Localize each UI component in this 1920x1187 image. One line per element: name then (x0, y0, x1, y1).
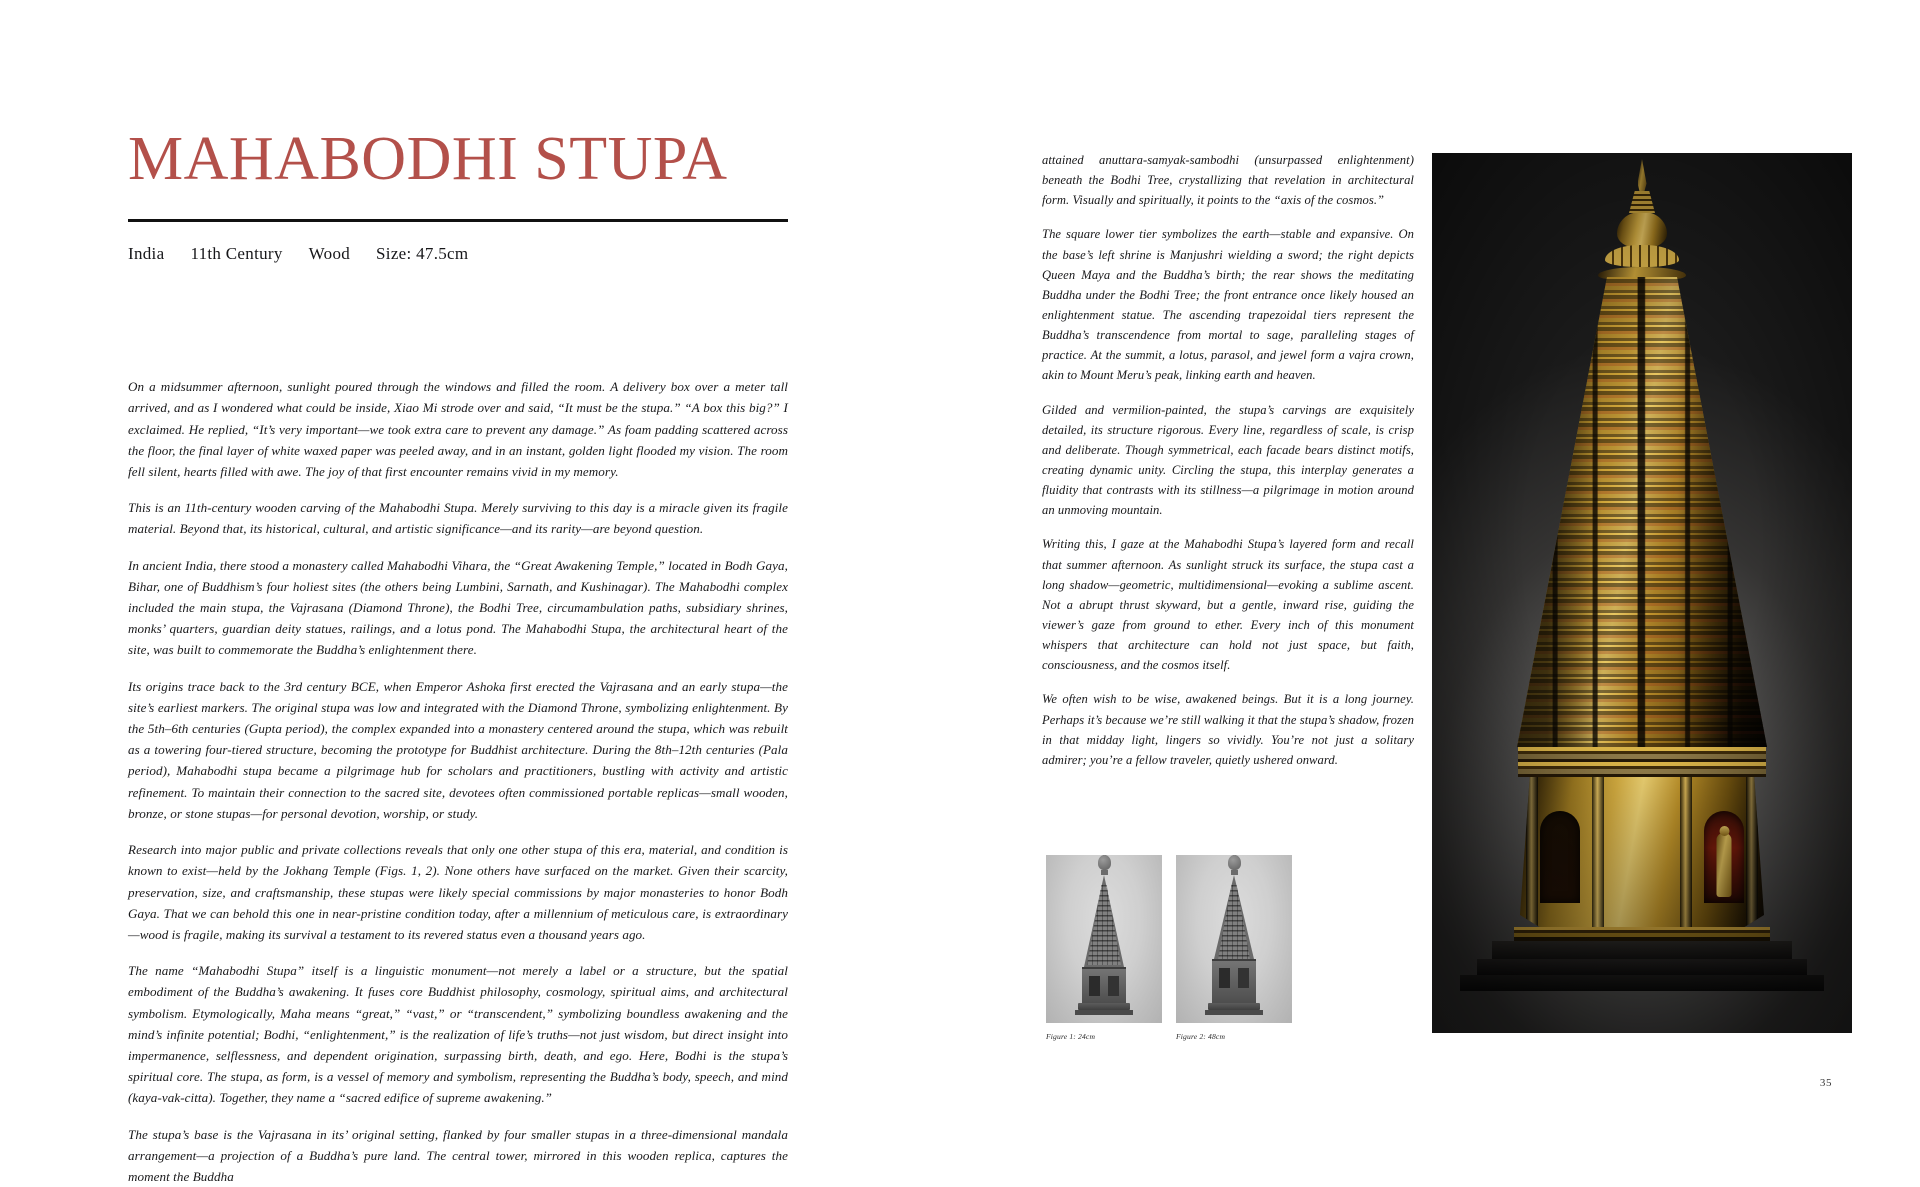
figure-2-image (1176, 855, 1292, 1023)
paragraph: Gilded and vermilion-painted, the stupa’s carvings are exquisitely detailed, its structure rigorous. Every line, regardless of scale, is crisp and deliberate. Though symmetrical, each facade bears distinct motifs, creating dynamic unity. Circling the stupa, this interplay generates a fluidity that contrasts with its stillness—a pilgrimage in motion around an unmoving mountain. (1042, 402, 1414, 518)
display-stand-top (1492, 941, 1792, 959)
plinth-lower-shape (1205, 1010, 1263, 1015)
paragraph: Its origins trace back to the 3rd century BCE, when Emperor Ashoka first erected the Vajrasana and an early stupa—the site’s earliest markers. The original stupa was low and integrated with the Diamond Throne, symbolizing enlightenment. By the 5th–6th centuries (Gupta period), the complex expanded into a monastery centered around the stupa, which was rebuilt as a towering four-tiered structure, becoming the prototype for Buddhist architecture. During the 8th–12th centuries (Pala period), Mahabodhi stupa became a pilgrimage hub for scholars and practitioners, bustling with activity and artistic refinement. To maintain their connection to the sacred site, devotees often commissioned portable replicas—small wooden, bronze, or stone stupas—for personal devotion, worship, or study. (128, 678, 788, 821)
left-column-body (128, 376, 788, 1187)
metadata-period: 11th Century (190, 244, 283, 264)
bell-vase-shape (1617, 212, 1667, 248)
page-number: 35 (1819, 1077, 1832, 1089)
deity-figure-shape (1717, 833, 1732, 897)
figure-1-caption: Figure 1: 24cm (1046, 1032, 1096, 1041)
base-shape (1212, 959, 1256, 1003)
page-title: MAHABODHI STUPA (128, 125, 728, 193)
tower-shape (1084, 875, 1124, 967)
paragraph: On a midsummer afternoon, sunlight poured through the windows and filled the room. A delivery box over a meter tall arrived, and as I wondered what could be inside, Xiao Mi strode over and said, “It must be the stupa.” “A box this big?” I exclaimed. He replied, “It’s very important—we took extra care to prevent any damage.” As foam padding scattered across the floor, the final layer of white waxed paper was peeled away, and in an instant, golden light flooded my vision. The room fell silent, hearts filled with awe. The joy of that first encounter remains vivid in my memory. (128, 379, 788, 480)
base-shape (1082, 967, 1126, 1003)
plinth-molding-shape (1514, 927, 1770, 941)
shrine-niche-figure (1704, 811, 1744, 903)
finial-jewel-shape (1638, 159, 1647, 193)
right-column (1042, 150, 1414, 784)
paragraph: We often wish to be wise, awakened beings. But it is a long journey. Perhaps it’s because we’re still walking it that the stupa’s shadow, frozen in that midday light, lingers so vividly. You’re not just a solitary admirer; you’re a fellow traveler, quietly ushered onward. (1042, 692, 1414, 767)
plinth-shape (1078, 1003, 1130, 1010)
paragraph: This is an 11th-century wooden carving of the Mahabodhi Stupa. Merely surviving to this day is a miracle given its fragile material. Beyond that, its historical, cultural, and artistic significance—and its rarity—are beyond question. (128, 500, 788, 537)
artifact-metadata (128, 244, 788, 264)
paragraph: attained anuttara-samyak-sambodhi (unsurpassed enlightenment) beneath the Bodhi Tree, crystallizing that revelation in architectural form. Visually and spiritually, it points to the “axis of the cosmos.” (1042, 153, 1414, 208)
bulb-shape (1098, 855, 1111, 870)
bulb-shape (1228, 855, 1241, 870)
figure-2-caption: Figure 2: 48cm (1176, 1032, 1226, 1041)
tower-shading (1517, 277, 1767, 747)
paragraph: Writing this, I gaze at the Mahabodhi Stupa’s layered form and recall that summer afternoon. As sunlight struck its surface, the stupa cast a long shadow—geometric, multidimensional—evoking a sublime ascent. Not a abrupt thrust skyward, but a gentle, inward rise, guiding the viewer’s gaze from ground to ether. Every inch of this monument whispers that architecture can hold not just space, but faith, consciousness, and the cosmos itself. (1042, 537, 1414, 673)
pilaster-shape (1526, 777, 1538, 927)
parasol-rings-shape (1629, 191, 1655, 213)
display-stand-bottom (1460, 975, 1824, 991)
stupa-illustration (1203, 855, 1265, 1015)
figure-1-image (1046, 855, 1162, 1023)
metadata-material: Wood (308, 244, 351, 264)
pilaster-shape (1746, 777, 1758, 927)
plinth-lower-shape (1075, 1010, 1133, 1015)
paragraph: The name “Mahabodhi Stupa” itself is a linguistic monument—not merely a label or a structure, but the spatial embodiment of the Buddha’s awakening. It fuses core Buddhist philosophy, cosmology, spiritual aims, and architectural symbolism. Etymologically, Maha means “great,” “vast,” or “transcendent,” symbolizing boundless awakening and the mind’s infinite potential; Bodhi, “enlightenment,” is the realization of life’s truths—not just wisdom, but direct insight into impermanence, selflessness, and dependent origination, surpassing birth, death, and ego. Here, Bodhi is the stupa’s spiritual core. The stupa, as form, is a vessel of memory and symbolism, representing the Buddha’s body, speech, and mind (kaya-vak-citta). Together, they name a “sacred edifice of supreme awakening.” (128, 963, 788, 1106)
paragraph: The stupa’s base is the Vajrasana in its’ original setting, flanked by four smaller stupas in a three-dimensional mandala arrangement—a projection of a Buddha’s pure land. The central tower, mirrored in this wooden replica, captures the moment the Buddha (128, 1126, 788, 1184)
left-column (128, 125, 788, 1187)
title-divider (128, 219, 788, 222)
shrine-niche-empty (1540, 811, 1580, 903)
lotus-crown-shape (1605, 245, 1679, 267)
paragraph: The square lower tier symbolizes the earth—stable and expansive. On the base’s left shrine is Manjushri wielding a sword; the right depicts Queen Maya and the Buddha’s birth; the rear shows the meditating Buddha under the Bodhi Tree; the front entrance once likely housed an enlightenment statue. The ascending trapezoidal tiers represent the Buddha’s transcendence from mortal to sage, paralleling stages of practice. At the summit, a lotus, parasol, and jewel form a vajra crown, akin to Mount Meru’s peak, linking earth and heaven. (1042, 227, 1414, 383)
figure-gallery (1046, 855, 1418, 1041)
cornice-shape (1518, 747, 1766, 777)
plinth-shape (1208, 1003, 1260, 1010)
main-artifact-photo (1432, 153, 1852, 1033)
base-shrine-tier (1520, 777, 1764, 927)
figure-2 (1176, 855, 1292, 1041)
paragraph: Research into major public and private collections reveals that only one other stupa of this era, material, and condition is known to exist—held by the Jokhang Temple (Figs. 1, 2). None others have surfaced on the market. Given their scarcity, preservation, size, and craftsmanship, these stupas were likely special commissions by major monasteries to honor Bodh Gaya. That we can behold this one in near-pristine condition today, after a millennium of meticulous care, is extraordinary—wood is fragile, making its survival a testament to its revered status even a thousand years ago. (128, 842, 788, 942)
figure-1 (1046, 855, 1162, 1041)
metadata-origin: India (128, 244, 165, 264)
tower-shape (1214, 875, 1254, 959)
paragraph: In ancient India, there stood a monastery called Mahabodhi Vihara, the “Great Awakening Temple,” located in Bodh Gaya, Bihar, one of Buddhism’s four holiest sites (the others being Lumbini, Sarnath, and Kushinagar). The Mahabodhi complex included the main stupa, the Vajrasana (Diamond Throne), the Bodhi Tree, circumambulation paths, subsidiary shrines, monks’ quarters, guardian deity statues, railings, and a lotus pond. The Mahabodhi Stupa, the architectural heart of the site, was built to commemorate the Buddha’s enlightenment there. (128, 557, 788, 658)
gilded-stupa-illustration (1517, 159, 1767, 991)
tower-shikhara-shape (1517, 277, 1767, 747)
metadata-size: Size: 47.5cm (376, 244, 469, 264)
display-stand-middle (1477, 959, 1807, 975)
pilaster-shape (1592, 777, 1604, 927)
pilaster-shape (1680, 777, 1692, 927)
stupa-illustration (1073, 855, 1135, 1015)
